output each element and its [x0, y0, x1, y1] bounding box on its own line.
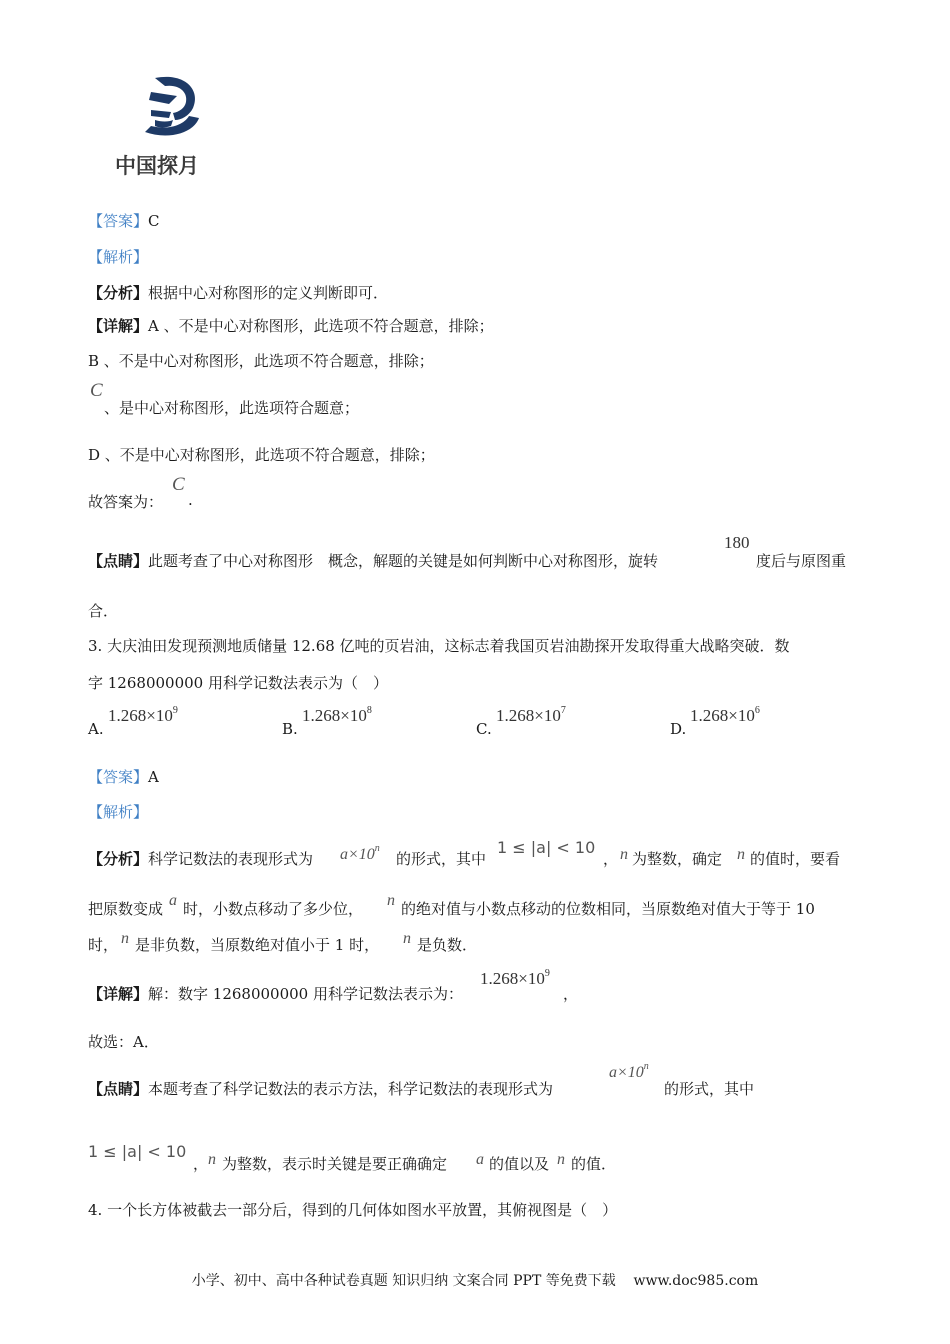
page-footer [0, 1270, 950, 1290]
detail-text: 解：数字 1268000000 用科学记数法表示为： [148, 985, 463, 1003]
expr-exponent: n [643, 1061, 649, 1072]
fenxi-text: 根据中心对称图形的定义判断即可． [148, 284, 389, 302]
q3-fenxi-text-4: 为整数，确定 [632, 850, 723, 868]
detail-tag: 【详解】 [88, 317, 149, 335]
q3-fenxi-text-11: 是负数． [417, 936, 478, 954]
option-exponent: 6 [754, 705, 760, 716]
q3-comment-text-5: 的值以及 [489, 1155, 550, 1173]
q3-option-b-value [302, 706, 372, 726]
answer-value: A [148, 768, 159, 786]
q3-comment-expr [609, 1061, 649, 1082]
expr-base: 1.268×10 [480, 969, 545, 988]
q2-analysis-line [88, 246, 148, 267]
q3-fenxi-n-4: n [121, 930, 129, 947]
q3-option-d-value [690, 706, 760, 726]
q2-detail-d: D 、不是中心对称图形，此选项不符合题意，排除； [88, 446, 435, 464]
expr-base: a×10 [609, 1064, 644, 1081]
q3-detail-line [88, 983, 463, 1004]
q3-fenxi-line-1 [88, 848, 313, 869]
option-label: A. [88, 720, 104, 738]
q3-option-c-value [496, 706, 566, 726]
q3-option-c [476, 720, 492, 738]
q3-fenxi-a: a [169, 892, 177, 909]
q3-comment-text-3: ， [193, 1155, 209, 1173]
logo-text: 中国探月 [115, 154, 199, 178]
q3-option-a [88, 720, 104, 738]
option-label: C. [476, 720, 492, 738]
option-label: D. [670, 720, 687, 738]
q3-comment-text-6: 的值． [571, 1155, 617, 1173]
q3-fenxi-n-1: n [620, 846, 628, 863]
q3-comment-n-1: n [208, 1151, 216, 1168]
option-base: 1.268×10 [302, 706, 367, 725]
fenxi-tag: 【分析】 [88, 284, 149, 302]
detail-tag: 【详解】 [88, 985, 149, 1003]
answer-tag: 【答案】 [88, 212, 149, 230]
option-exponent: 9 [172, 705, 178, 716]
q3-comment-n-2: n [557, 1151, 565, 1168]
q3-stem-line-1: 3. 大庆油田发现预测地质储量 12.68 亿吨的页岩油，这标志着我国页岩油勘探开发取得重大战略突破．数 [88, 637, 790, 655]
option-base: 1.268×10 [690, 706, 755, 725]
q3-fenxi-text-5: 的值时，要看 [750, 850, 841, 868]
q3-fenxi-text-7: 时，小数点移动了多少位， [183, 900, 364, 918]
q2-conclusion-end: . [188, 491, 193, 509]
option-label: B. [282, 720, 298, 738]
analysis-tag: 【解析】 [88, 803, 149, 821]
q2-answer-line [88, 210, 160, 231]
q2-comment-text-3: 合． [88, 602, 119, 620]
option-base: 1.268×10 [108, 706, 173, 725]
q3-fenxi-n-3: n [387, 892, 395, 909]
q3-comment-inequality: 1 ≤ |a| < 10 [88, 1142, 187, 1161]
q3-fenxi-inequality: 1 ≤ |a| < 10 [497, 838, 596, 857]
q2-comment-line [88, 550, 658, 571]
comment-text-1: 本题考查了科学记数法的表示方法，科学记数法的表现形式为 [148, 1080, 554, 1098]
q3-stem-line-2: 字 1268000000 用科学记数法表示为（ ） [88, 674, 388, 692]
fenxi-tag: 【分析】 [88, 850, 149, 868]
q3-fenxi-n-2: n [737, 846, 745, 863]
q2-comment-text-2: 度后与原图重 [756, 552, 847, 570]
q3-fenxi-text-10: 是非负数，当原数绝对值小于 1 时， [135, 936, 380, 954]
comment-tag: 【点睛】 [88, 552, 149, 570]
expr-exponent: n [374, 843, 380, 854]
answer-value: C [148, 212, 160, 230]
q3-comment-a: a [476, 1151, 484, 1168]
expr-exponent: 9 [544, 968, 550, 979]
q3-comment-text-2: 的形式，其中 [664, 1080, 755, 1098]
q3-detail-end: ， [563, 985, 579, 1003]
q2-conclusion [88, 491, 163, 512]
q3-fenxi-text-9: 时， [88, 936, 119, 954]
q3-comment-line-1 [88, 1078, 553, 1099]
q3-option-d [670, 720, 686, 738]
q3-option-b [282, 720, 298, 738]
option-exponent: 8 [366, 705, 372, 716]
footer-link[interactable]: www.doc985.com [633, 1273, 759, 1289]
expr-base: a×10 [340, 846, 375, 863]
moon-logo-icon [115, 70, 227, 150]
q3-option-a-value [108, 706, 178, 726]
analysis-tag: 【解析】 [88, 248, 149, 266]
q2-detail-b: B 、不是中心对称图形，此选项不符合题意，排除； [88, 352, 434, 370]
footer-text: 小学、初中、高中各种试卷真题 知识归纳 文案合同 PPT 等免费下载 [191, 1273, 616, 1289]
q3-comment-text-4: 为整数，表示时关键是要正确确定 [222, 1155, 448, 1173]
q3-analysis-line [88, 801, 148, 822]
q3-detail-expr [480, 969, 550, 989]
q3-fenxi-text-8: 的绝对值与小数点移动的位数相同，当原数绝对值大于等于 10 [401, 900, 815, 918]
detail-a-text: A 、不是中心对称图形，此选项不符合题意，排除； [148, 317, 494, 335]
fenxi-text-1: 科学记数法的表现形式为 [148, 850, 314, 868]
answer-tag: 【答案】 [88, 768, 149, 786]
conclusion-text: 故答案为： [88, 493, 164, 511]
q2-fenxi-line [88, 282, 388, 303]
option-base: 1.268×10 [496, 706, 561, 725]
comment-tag: 【点睛】 [88, 1080, 149, 1098]
option-exponent: 7 [560, 705, 566, 716]
q3-fenxi-text-6: 把原数变成 [88, 900, 164, 918]
logo [115, 70, 227, 178]
comment-text-1: 此题考查了中心对称图形 概念，解题的关键是如何判断中心对称图形，旋转 [148, 552, 659, 570]
q3-fenxi-expr [340, 843, 380, 864]
q2-comment-number: 180 [724, 533, 750, 552]
q3-fenxi-text-3: ， [603, 850, 619, 868]
q4-stem: 4. 一个长方体被截去一部分后，得到的几何体如图水平放置，其俯视图是（ ） [88, 1201, 618, 1219]
q2-detail-c: 、是中心对称图形，此选项符合题意； [104, 399, 360, 417]
q2-detail-a [88, 315, 494, 336]
q3-answer-line [88, 766, 159, 787]
q2-detail-c-letter: C [90, 380, 103, 401]
q3-fenxi-text-2: 的形式，其中 [396, 850, 487, 868]
q3-conclusion: 故选：A． [88, 1033, 159, 1051]
q3-fenxi-n-5: n [403, 930, 411, 947]
q2-conclusion-letter: C [172, 474, 185, 495]
